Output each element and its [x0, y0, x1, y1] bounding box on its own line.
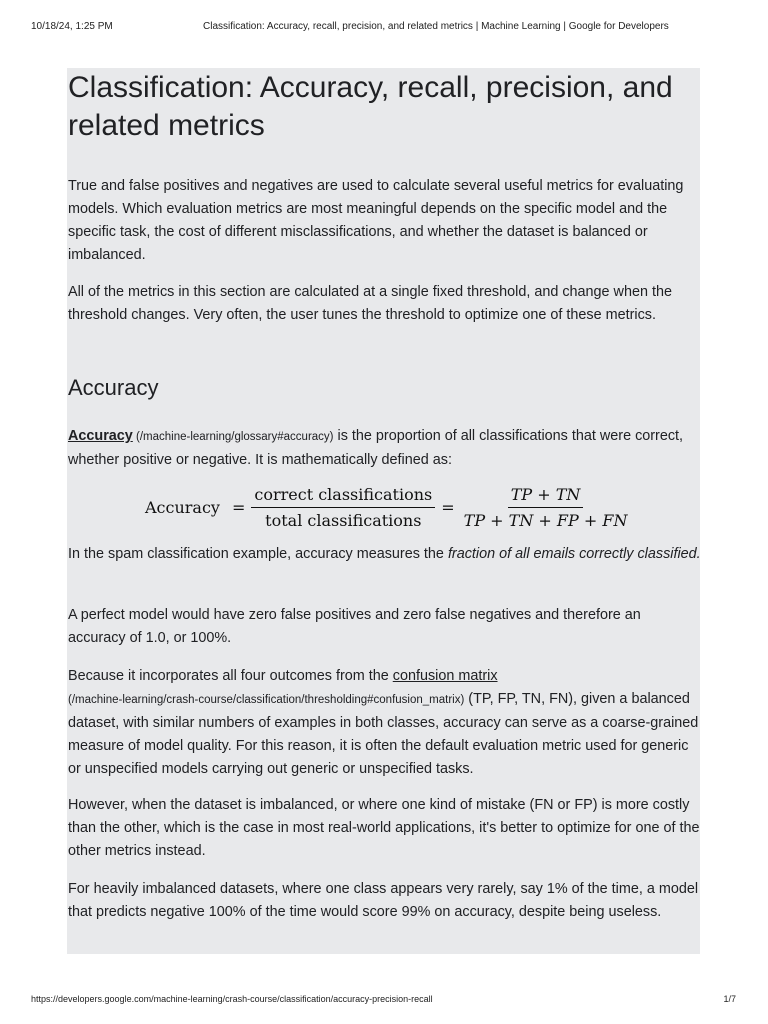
article-content	[67, 68, 700, 954]
accuracy-glossary-link[interactable]: Accuracy	[68, 428, 133, 444]
heavily-imbalanced-paragraph: For heavily imbalanced datasets, where one class appears very rarely, say 1% of the time, a model that predicts negative 100% of the time would score 99% on accuracy, despite being useless.	[68, 881, 699, 920]
print-date: 10/18/24, 1:25 PM	[31, 21, 113, 32]
spam-example-text: In the spam classification example, accuracy measures the	[68, 546, 448, 562]
confusion-matrix-intro: Because it incorporates all four outcomes from the	[68, 668, 393, 684]
print-url: https://developers.google.com/machine-learning/crash-course/classification/accuracy-precision-recall	[31, 994, 433, 1004]
formula-equals-2: =	[441, 497, 455, 517]
accuracy-definition	[68, 425, 702, 472]
print-header	[0, 20, 768, 34]
confusion-matrix-rest: (TP, FP, TN, FN), given a balanced dataset, with similar numbers of examples in both classes, accuracy can serve as a coarse-grained measure of model quality. For this reason, it is often the default evaluation metric used for generic or unspecified models carrying out generic or unspecified tasks.	[68, 691, 699, 777]
formula-equals-1: =	[231, 497, 246, 517]
formula-numerator-symbols: TP + TN	[508, 485, 584, 508]
formula-fraction-words	[251, 485, 435, 530]
imbalanced-paragraph: However, when the dataset is imbalanced, or where one kind of mistake (FN or FP) is more costly than the other, which is the case in most real-world applications, it's better to optimize for one of the other metrics instead.	[68, 797, 700, 859]
perfect-model-paragraph: A perfect model would have zero false positives and zero false negatives and therefore an accuracy of 1.0, or 100%.	[68, 607, 641, 646]
intro-paragraph-1: True and false positives and negatives are used to calculate several useful metrics for evaluating models. Which evaluation metrics are most meaningful depends on the specific model and the specific task, the cost of different misclassifications, and whether the dataset is balanced or imbalanced.	[68, 178, 684, 263]
print-footer	[0, 992, 768, 1006]
page-title: Classification: Accuracy, recall, precision, and related metrics	[68, 71, 673, 142]
accuracy-glossary-path: (/machine-learning/glossary#accuracy)	[132, 431, 334, 443]
intro-paragraph-2: All of the metrics in this section are calculated at a single fixed threshold, and change when the threshold changes. Very often, the user tunes the threshold to optimize one of these metrics.	[68, 284, 672, 323]
confusion-matrix-path: (/machine-learning/crash-course/classification/thresholding#confusion_matrix)	[68, 694, 465, 706]
accuracy-heading: Accuracy	[68, 375, 159, 400]
formula-numerator-words: correct classifications	[251, 485, 435, 508]
formula-fraction-symbols	[461, 485, 631, 530]
formula-denominator-symbols: TP + TN + FP + FN	[463, 510, 628, 530]
accuracy-definition-text: is the proportion of all classifications that were correct, whether positive or negative. It is mathematically defined as:	[68, 428, 684, 468]
print-page-title: Classification: Accuracy, recall, precision, and related metrics | Machine Learning | Google for Developers	[203, 21, 669, 32]
confusion-matrix-paragraph	[68, 665, 702, 781]
formula-denominator-words: total classifications	[265, 510, 422, 530]
accuracy-formula	[145, 482, 630, 532]
spam-example-emphasis: fraction of all emails correctly classified.	[447, 546, 701, 562]
spam-example-paragraph	[68, 543, 702, 566]
formula-lhs: Accuracy	[145, 497, 220, 517]
page-number: 1/7	[723, 994, 736, 1004]
confusion-matrix-link[interactable]: confusion matrix	[392, 668, 498, 684]
